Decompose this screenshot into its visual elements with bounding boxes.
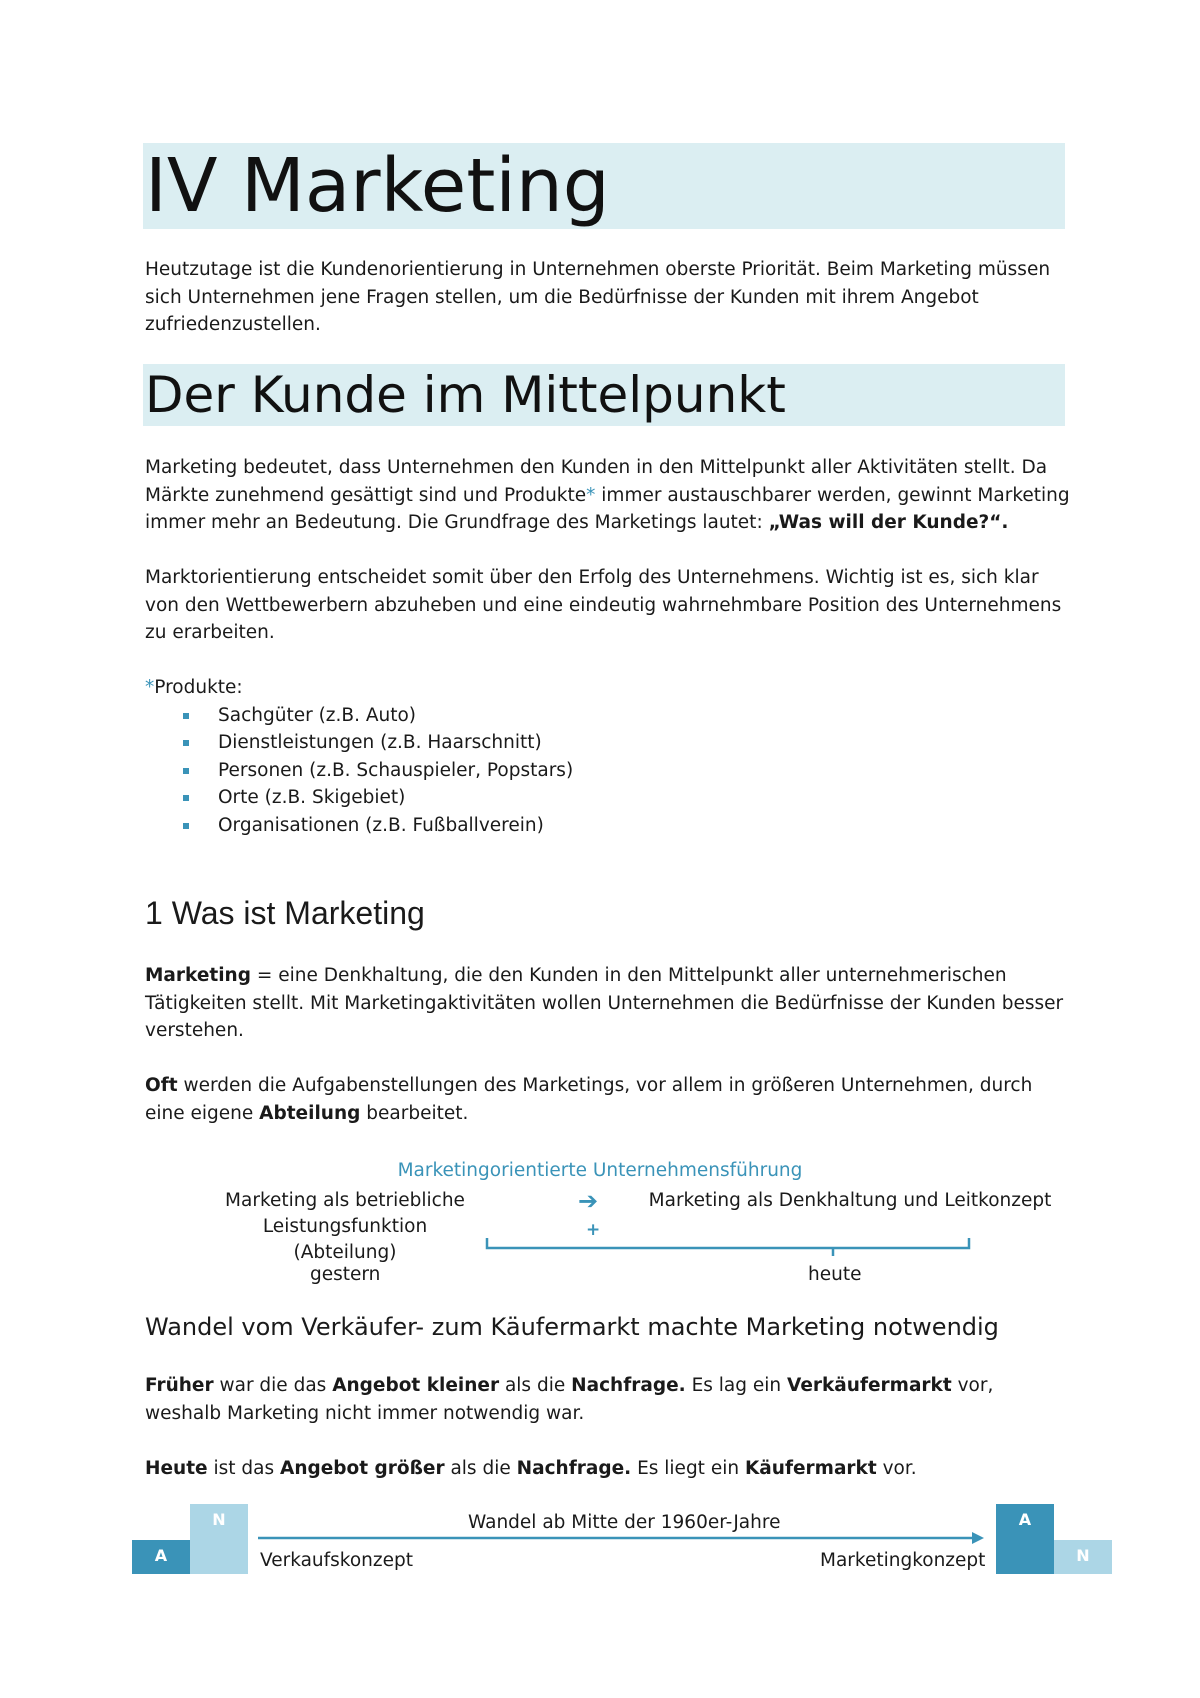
diagram-title: Marketingorientierte Unternehmensführung: [397, 1160, 803, 1181]
label-gestern: gestern: [310, 1264, 381, 1285]
intro-paragraph: Heutzutage ist die Kundenorientierung in Unternehmen oberste Priorität. Beim Marketing müssen sich Unternehmen jene Fragen stellen, um die Bedürfnisse der Kunden mit ihrem Angebot zufriedenzustellen.: [145, 259, 1051, 335]
list-item: Personen (z.B. Schauspieler, Popstars): [145, 757, 845, 785]
kunde-paragraph-1: Marketing bedeutet, dass Unternehmen den Kunden in den Mittelpunkt aller Aktivitäten stellt. Da Märkte zunehmend gesättigt sind und Produkte* immer austauschbarer werden, gewinnt Marketing immer mehr an Bedeutung. Die Grundfrage des Marketings lautet: „Was will der Kunde?“.: [145, 457, 1070, 533]
department-paragraph: Oft werden die Aufgabenstellungen des Marketings, vor allem in größeren Unternehmen, durch eine eigene Abteilung bearbeitet.: [145, 1075, 1033, 1124]
diagram-right-label: Marketing als Denkhaltung und Leitkonzept: [648, 1190, 1052, 1211]
section-heading-wandel: Wandel vom Verkäufer- zum Käufermarkt machte Marketing notwendig: [145, 1313, 999, 1341]
definition-paragraph: Marketing = eine Denkhaltung, die den Kunden in den Mittelpunkt aller unternehmerischen Tätigkeiten stellt. Mit Marketingaktivitäten wollen Unternehmen die Bedürfnisse der Kunden besser verstehen.: [145, 965, 1064, 1041]
label-heute: heute: [808, 1264, 862, 1285]
list-item: Orte (z.B. Skigebiet): [145, 784, 845, 812]
products-header: *Produkte:: [145, 677, 243, 698]
subsection-heading: 1 Was ist Marketing: [145, 895, 425, 931]
frueher-paragraph: Früher war die das Angebot kleiner als die Nachfrage. Es lag ein Verkäufermarkt vor, weshalb Marketing nicht immer notwendig war.: [145, 1375, 994, 1424]
section-heading: Der Kunde im Mittelpunkt: [145, 366, 786, 424]
diagram-left-label: Marketing als betriebliche Leistungsfunktion (Abteilung): [225, 1190, 465, 1263]
plus-icon: +: [586, 1220, 601, 1240]
heute-paragraph: Heute ist das Angebot größer als die Nachfrage. Es liegt ein Käufermarkt vor.: [145, 1458, 917, 1479]
marketingkonzept-label: Marketingkonzept: [820, 1550, 986, 1571]
list-item: Sachgüter (z.B. Auto): [145, 702, 845, 730]
left-supply-box: A: [132, 1540, 190, 1574]
verkaufskonzept-label: Verkaufskonzept: [260, 1550, 413, 1571]
footnote-star: *: [586, 484, 596, 506]
core-question: „Was will der Kunde?“.: [768, 512, 1009, 533]
arrow-right-icon: ➔: [578, 1187, 599, 1215]
shift-arrow-head: [972, 1532, 984, 1544]
kunde-paragraph-2: Marktorientierung entscheidet somit über den Erfolg des Unternehmens. Wichtig ist es, sich klar von den Wettbewerbern abzuheben und eine eindeutig wahrnehmbare Position des Unternehmens zu erarbeiten.: [145, 567, 1062, 643]
right-supply-box: A: [996, 1504, 1054, 1574]
left-demand-box: N: [190, 1504, 248, 1574]
timeline-brace: [487, 1238, 969, 1248]
list-item: Organisationen (z.B. Fußballverein): [145, 812, 845, 840]
shift-caption: Wandel ab Mitte der 1960er-Jahre: [468, 1512, 781, 1533]
right-demand-box: N: [1054, 1540, 1112, 1574]
list-item: Dienstleistungen (z.B. Haarschnitt): [145, 729, 845, 757]
page-title: IV Marketing: [145, 143, 610, 229]
